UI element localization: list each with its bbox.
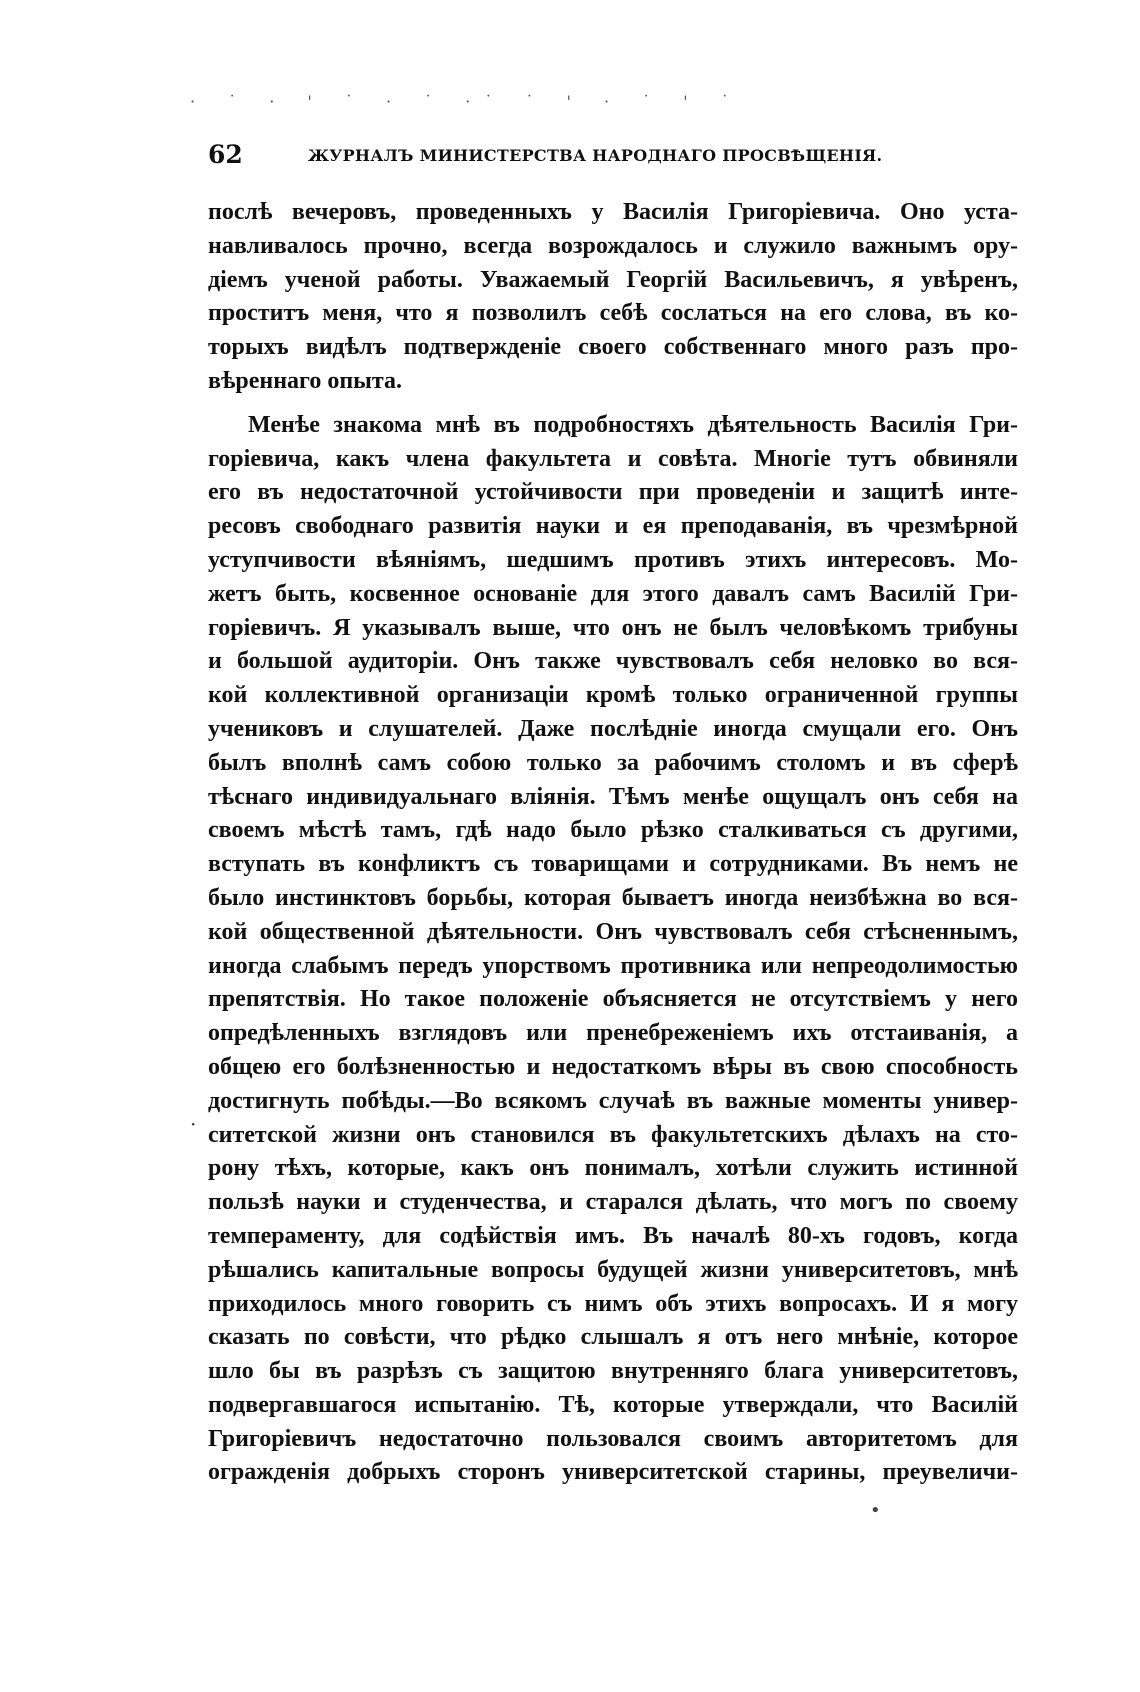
text-line: огражденія добрыхъ сторонъ университетской старины, преувеличи- (208, 1459, 1018, 1486)
running-head (208, 140, 948, 174)
text-line: темпераменту, для содѣйствія имъ. Въ началѣ 80-хъ годовъ, когда (208, 1222, 1018, 1249)
text-line: достигнуть побѣды.—Во всякомъ случаѣ въ важные моменты универ- (208, 1087, 1018, 1114)
text-line: вѣреннаго опыта. (208, 367, 402, 394)
text-line: кой общественной дѣятельности. Онъ чувствовалъ себя стѣсненнымъ, (208, 918, 1018, 945)
text-line: тѣснаго индивидуальнаго вліянія. Тѣмъ менѣе ощущалъ онъ себя на (208, 783, 1018, 810)
text-line: рону тѣхъ, которые, какъ онъ понималъ, хотѣли служить истинной (208, 1155, 1018, 1182)
text-line: навливалось прочно, всегда возрождалось и служило важнымъ ору- (208, 232, 1018, 259)
text-line: Григоріевичъ недостаточно пользовался своимъ авторитетомъ для (208, 1425, 1018, 1452)
text-line: жетъ быть, косвенное основаніе для этого давалъ самъ Василій Гри- (208, 580, 1018, 607)
text-line: проститъ меня, что я позволилъ себѣ сослаться на его слова, въ ко- (208, 300, 1018, 327)
text-line: горіевичъ. Я указывалъ выше, что онъ не былъ человѣкомъ трибуны (208, 614, 1018, 641)
scan-mark-decoration: • (870, 1500, 881, 1521)
text-line: пользѣ науки и студенчества, и старался дѣлать, что могъ по своему (208, 1189, 1018, 1216)
text-line: препятствія. Но такое положеніе объясняется не отсутствіемъ у него (208, 986, 1018, 1013)
text-line: былъ вполнѣ самъ собою только за рабочимъ столомъ и въ сферѣ (208, 749, 1018, 776)
text-line: приходилось много говорить съ нимъ объ этихъ вопросахъ. И я могу (208, 1290, 1018, 1317)
text-line: ситетской жизни онъ становился въ факультетскихъ дѣлахъ на сто- (208, 1121, 1018, 1148)
text-line: діемъ ученой работы. Уважаемый Георгій Васильевичъ, я увѣренъ, (208, 266, 1018, 293)
text-line: уступчивости вѣяніямъ, шедшимъ противъ этихъ интересовъ. Мо- (208, 546, 1018, 573)
paragraph-2 (208, 409, 1018, 1491)
text-line: горіевича, какъ члена факультета и совѣта. Многіе тутъ обвиняли (208, 445, 1018, 472)
text-line: ресовъ свободнаго развитія науки и ея преподаванія, въ чрезмѣрной (208, 513, 1018, 540)
body-text (208, 196, 1018, 1490)
text-line: общею его болѣзненностью и недостаткомъ вѣры въ свою способность (208, 1053, 1018, 1080)
text-line: и большой аудиторіи. Онъ также чувствовалъ себя неловко во вся- (208, 648, 1018, 675)
text-line: сказать по совѣсти, что рѣдко слышалъ я отъ него мнѣніе, которое (208, 1324, 1018, 1351)
text-line: вступать въ конфликтъ съ товарищами и сотрудниками. Въ немъ не (208, 851, 1018, 878)
text-line: подвергавшагося испытанію. Тѣ, которые утверждали, что Василій (208, 1391, 1018, 1418)
text-line: кой коллективной организаціи кромѣ только ограниченной группы (208, 682, 1018, 709)
scan-specks-decoration: · ˙ · ' ˙ · ˙ ·˙ ˙ ' · ˙ ' ˙ (190, 92, 743, 111)
text-line: своемъ мѣстѣ тамъ, гдѣ надо было рѣзко сталкиваться съ другими, (208, 817, 1018, 844)
text-line: опредѣленныхъ взглядовъ или пренебреженіемъ ихъ отстаиванія, а (208, 1020, 1018, 1047)
text-line: учениковъ и слушателей. Даже послѣдніе иногда смущали его. Онъ (208, 715, 1018, 742)
journal-title: ЖУРНАЛЪ МИНИСТЕРСТВА НАРОДНАГО ПРОСВѢЩЕНІЯ. (308, 146, 883, 165)
text-line: послѣ вечеровъ, проведенныхъ у Василія Григоріевича. Оно уста- (208, 199, 1018, 225)
text-line: его въ недостаточной устойчивости при проведеніи и защитѣ инте- (208, 479, 1018, 506)
text-line: иногда слабымъ передъ упорствомъ противника или непреодолимостью (208, 952, 1018, 979)
page-number: 62 (208, 140, 243, 169)
margin-mark-decoration: · (190, 1112, 197, 1136)
paragraph-gap (208, 399, 1018, 409)
text-line: рѣшались капитальные вопросы будущей жизни университетовъ, мнѣ (208, 1256, 1018, 1283)
paragraph-1 (208, 196, 1018, 399)
text-line: было инстинктовъ борьбы, которая бываетъ иногда неизбѣжна во вся- (208, 884, 1018, 911)
text-line: торыхъ видѣлъ подтвержденіе своего собственнаго много разъ про- (208, 334, 1018, 361)
text-line: шло бы въ разрѣзъ съ защитою внутренняго блага университетовъ, (208, 1358, 1018, 1385)
text-line: Менѣе знакома мнѣ въ подробностяхъ дѣятельность Василія Гри- (248, 411, 1018, 438)
